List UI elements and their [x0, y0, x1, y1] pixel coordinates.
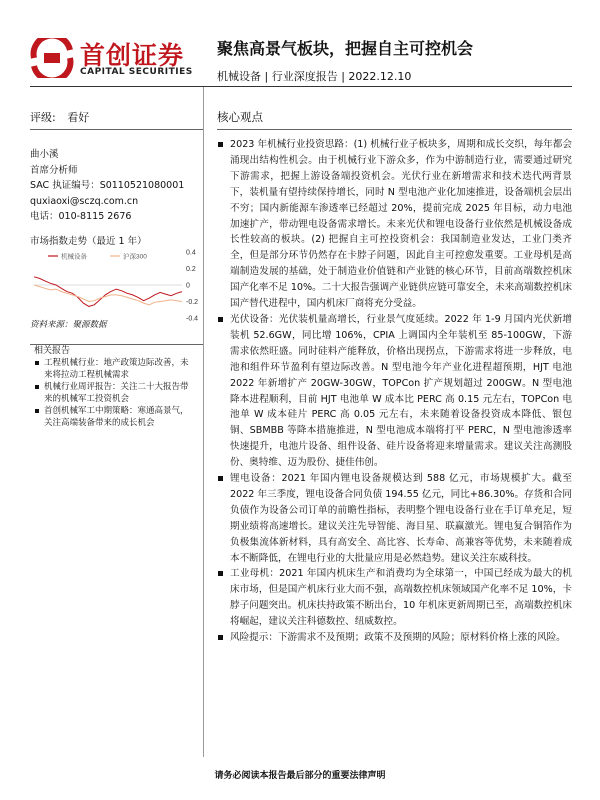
- body-paragraph: 风险提示：下游需求不及预期；政策不及预期的风险；原材料价格上涨的风险。: [217, 630, 572, 646]
- body-paragraph: 2023 年机械行业投资思路：(1) 机械行业子板块多，周期和成长交织，每年都会涌现出结构性机会。由于机械行业下游众多，作为中游制造行业，需要通过研究下游需求，把握上游设备端投资机会。光伏行业在新增需求和技术迭代两背景下，装机量有望持续保持增长，同时 N 型电池产业化加速推进，设备端机会层出不穷；国内新能源车渗透率已经超过 20%，提前完成 2025 年目标，动力电池加速扩产，带动锂电设备需求增长。未来光伏和锂电设备行业依然是机械设备成长性较高的板块。(2) 把握自主可控投资机会：我国制造业发达，工业门类齐全，但是部分环节仍然存在卡脖子问题，因此自主可控愈发重要。工业母机是高端制造发展的基础，处于制造业价值链和产业链的核心环节，目前高端数控机床国产化率不足 10%。二十大报告强调产业链供应链可靠安全，未来高端数控机床国产替代进程中，国内机床厂商将充分受益。: [217, 137, 572, 312]
- analyst-phone: 电话：010-8115 2676: [30, 211, 132, 222]
- rating-label: 评级:: [30, 111, 56, 124]
- series-line-2: [34, 285, 182, 305]
- rating: [30, 109, 97, 125]
- legend-label: 沪深300: [123, 253, 147, 261]
- logo-en-text: CAPITAL SECURITIES: [80, 67, 193, 77]
- analyst-info: [30, 147, 184, 225]
- analyst-email[interactable]: quxiaoxi@sczq.com.cn: [30, 195, 139, 207]
- legend-label: 机械设备: [61, 253, 87, 261]
- core-view-title: 核心观点: [217, 110, 263, 124]
- related-reports-list: [34, 357, 194, 429]
- y-tick-label: -0.4: [186, 315, 199, 323]
- analyst-name: 曲小溪: [30, 149, 59, 160]
- left-section-divider: [30, 129, 203, 130]
- y-tick-label: -0.2: [186, 299, 199, 306]
- report-meta: 机械设备 | 行业深度报告 | 2022.12.10: [217, 70, 412, 83]
- footer-disclaimer: 请务必阅读本报告最后部分的重要法律声明: [214, 771, 386, 781]
- analyst-sac: SAC 执证编号：S0110521080001: [30, 180, 185, 191]
- related-report-item[interactable]: 首创机械军工中期策略：寒通高景气，关注高端装备带来的成长机会: [34, 405, 194, 429]
- analyst-role: 首席分析师: [30, 164, 78, 176]
- right-section-divider: [217, 129, 572, 130]
- column-divider: [203, 87, 204, 757]
- chart-source: 资料来源：聚源数据: [30, 320, 107, 330]
- body-paragraph: 光伏设备：光伏装机量高增长，行业景气度延续。2022 年 1-9 月国内光伏新增装机 52.6GW，同比增 106%，CPIA 上调国内全年装机至 85-100GW，下游需求依然旺盛。同时硅料产能释放，价格出现拐点，下游需求将进一步释放，电池和组件环节盈利有望边际改善。N 型电池今年产业化进程超预期，HJT 电池 2022 年新增扩产 20GW-30GW，TOPCon 扩产规划超过 200GW。N 型电池降本进程顺利，目前 HJT 电池单 W 成本比 PERC 高 0.15 元左右，TOPCon 电池单 W 成本硅片 PERC 高 0.05 元左右，未来随着设备投资成本降低、银包铜、SBMBB 等降本措施推进，N 型电池成本端将打平 PERC，N 型电池渗透率快速提升，电池片设备、组件设备、硅片设备将迎来增量需求。建议关注高测股份、奥特维、迈为股份、捷佳伟创。: [217, 312, 572, 471]
- header-divider: [30, 86, 572, 87]
- company-logo: [30, 36, 200, 80]
- related-report-item[interactable]: 工程机械行业：地产政策边际改善，未来将拉动工程机械需求: [34, 357, 194, 381]
- chart-title: 市场指数走势（最近 1 年）: [30, 236, 147, 247]
- rating-value: 看好: [67, 111, 90, 124]
- capital-securities-logo-icon: [30, 38, 74, 78]
- related-reports-title: 相关报告: [34, 346, 71, 356]
- y-tick-label: 0.4: [186, 249, 196, 257]
- related-report-item[interactable]: 机械行业周评报告：关注二十大报告带来的机械军工投资机会: [34, 381, 194, 405]
- body-paragraph: 工业母机：2021 年国内机床生产和消费均为全球第一，中国已经成为最大的机床市场，但是国产机床行业大而不强，高端数控机床领域国产化率不足 10%，卡脖子问题突出。机床扶持政策不断出台，10 年机床更新周期已至，高端数控机床将崛起，建议关注科德数控、纽威数控。: [217, 566, 572, 630]
- report-title: 聚焦高景气板块，把握自主可控机会: [217, 39, 474, 58]
- y-tick-label: 0.2: [186, 266, 196, 273]
- y-tick-label: 0: [186, 282, 190, 290]
- logo-cn-text: 首创证券: [80, 41, 185, 70]
- core-view-body: [217, 137, 572, 646]
- body-paragraph: 锂电设备：2021 年国内锂电设备规模达到 588 亿元，市场规模扩大。截至 2022 年三季度，锂电设备合同负债 194.55 亿元，同比+86.30%。存货和合同负债作为设备公司订单的前瞻性指标，表明整个锂电设备行业在手订单充足，短期业绩将高速增长。建议关注先导智能、海目星、联赢激光。锂电复合铜箔作为负极集流体新材料，具有高安全、高比容、长寿命、高兼容等优势，未来随着成本不断降低，在锂电行业的大批量应用是必然趋势。建议关注东威科技。: [217, 471, 572, 566]
